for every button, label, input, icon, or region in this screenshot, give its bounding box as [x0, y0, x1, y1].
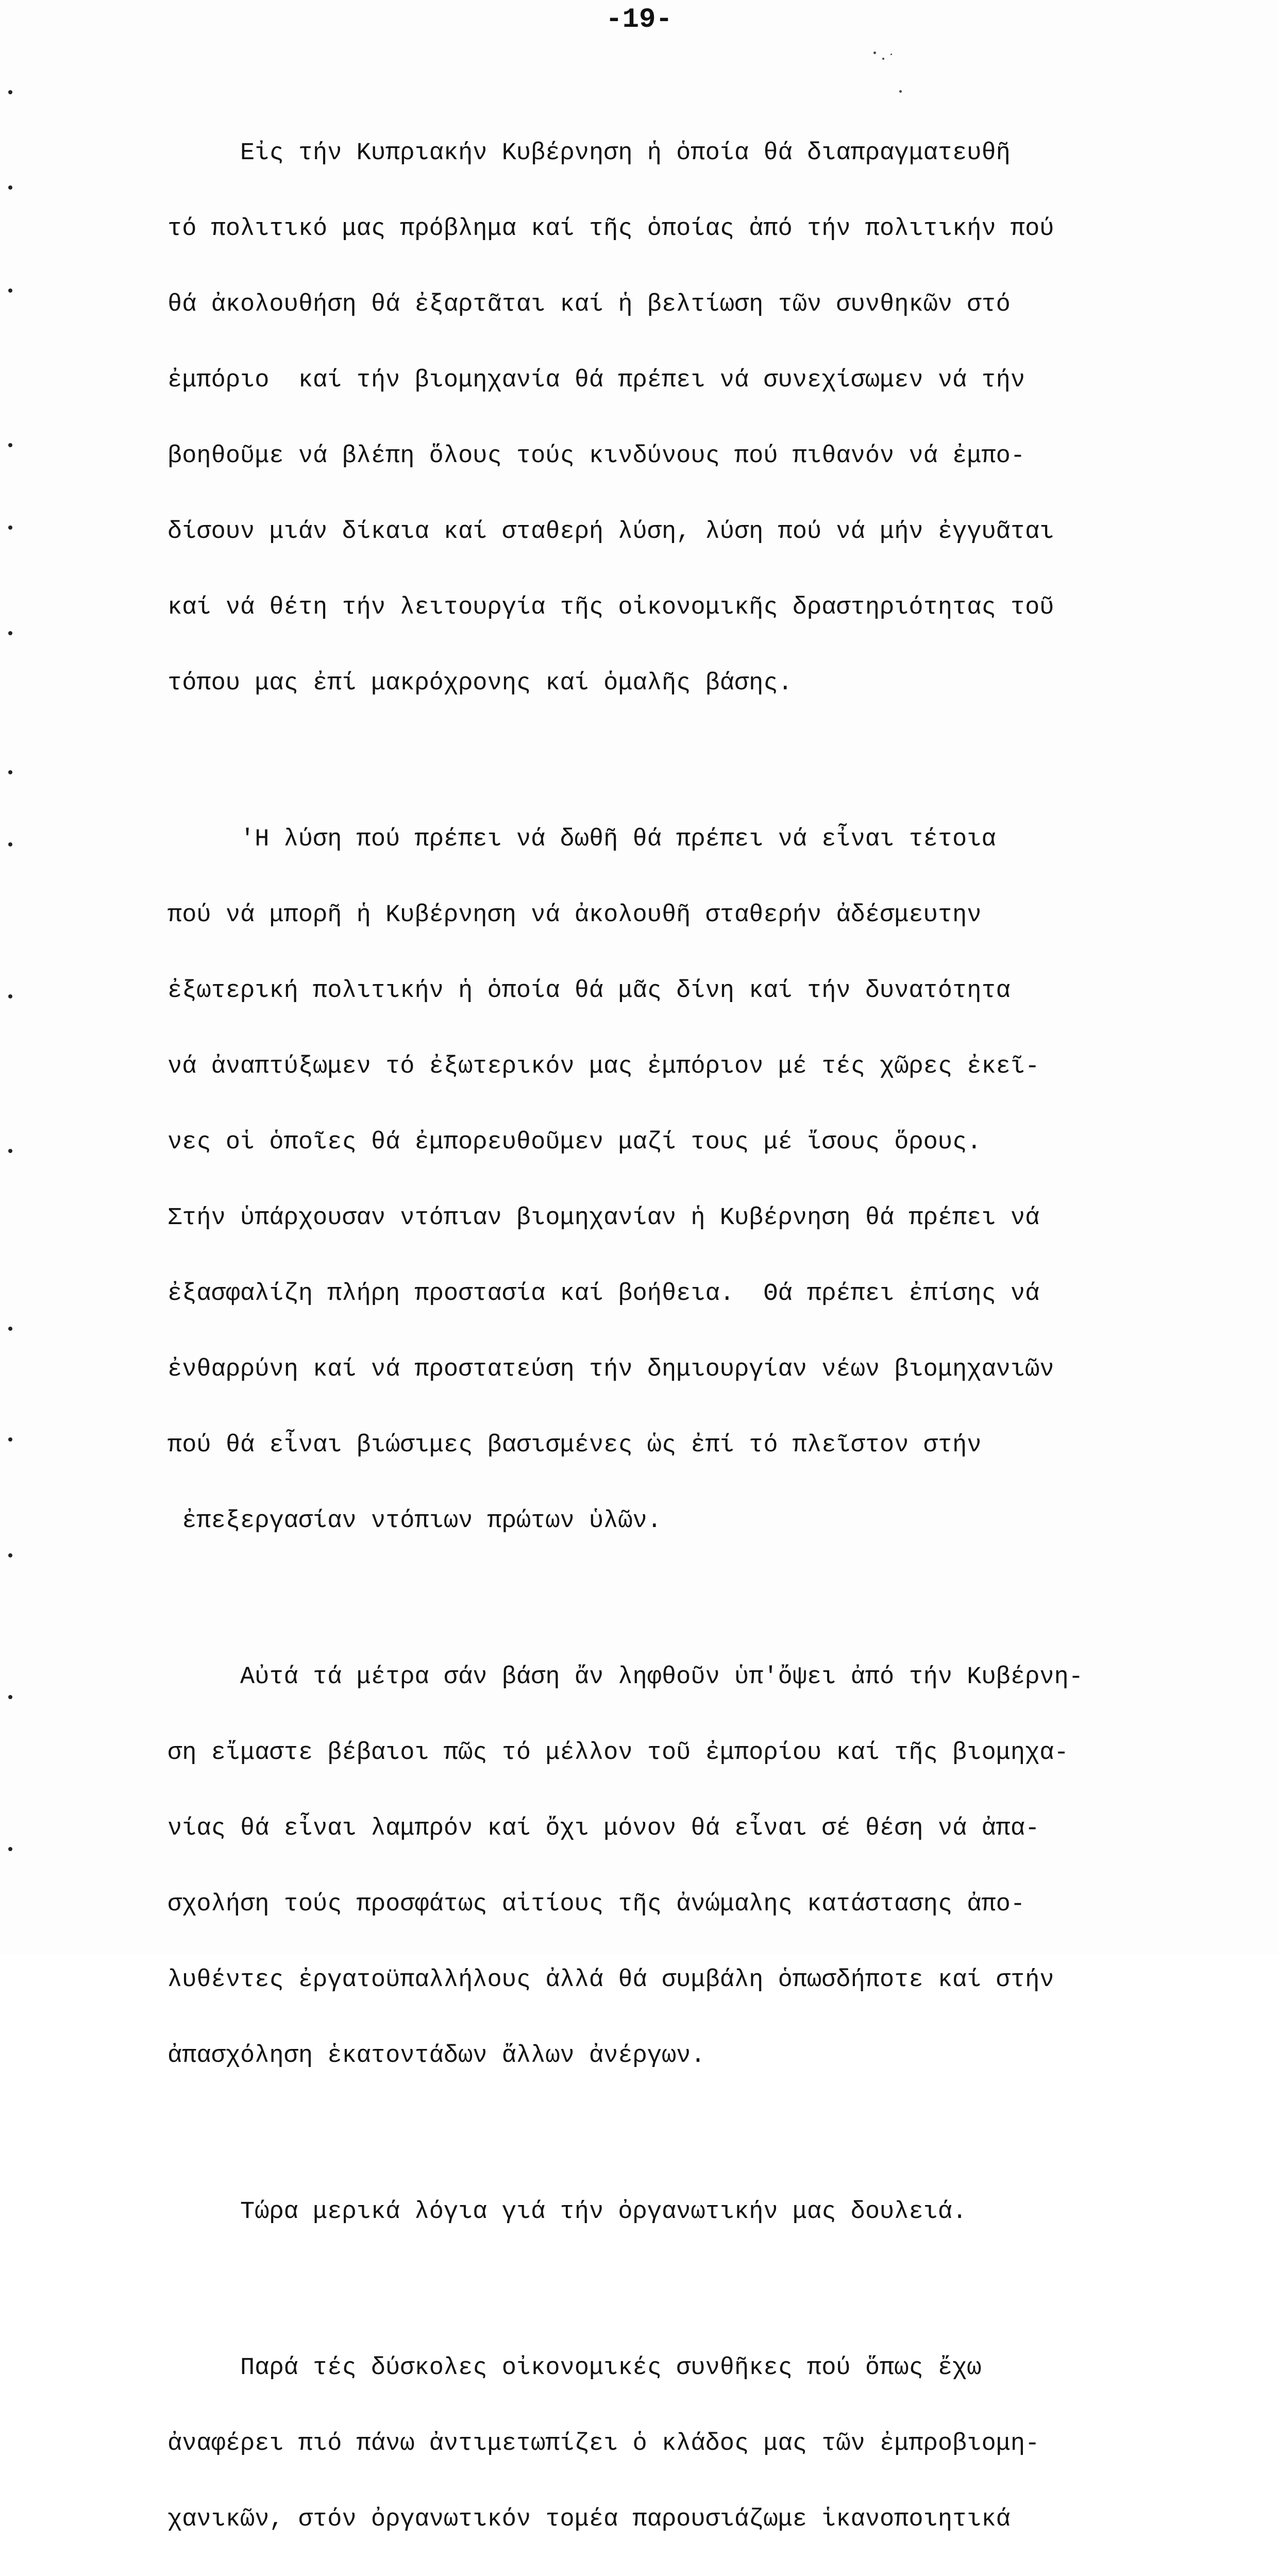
- page-number: -19-: [606, 4, 672, 36]
- text-line: ἐξωτερική πολιτικήν ἡ ὁποία θά μᾶς δίνη καί τήν δυνατότητα: [167, 977, 1011, 1005]
- margin-mark: [8, 185, 12, 190]
- scan-speck: [882, 58, 884, 60]
- text-line: νίας θά εἶναι λαμπρόν καί ὄχι μόνον θά εἶναι σέ θέση νά ἀπα-: [167, 1815, 1040, 1842]
- text-line: βοηθοῦμε νά βλέπη ὅλους τούς κινδύνους πού πιθανόν νά ἐμπο-: [167, 443, 1025, 470]
- paragraph-4: [167, 2149, 1178, 2275]
- text-line: νά ἀναπτύξωμεν τό ἐξωτερικόν μας ἐμπόριον μέ τές χῶρες ἐκεῖ-: [167, 1053, 1040, 1080]
- margin-mark: [8, 1437, 12, 1442]
- text-line: Παρά τές δύσκολες οἰκονομικές συνθῆκες πού ὅπως ἔχω: [167, 2354, 982, 2382]
- margin-mark: [8, 842, 12, 846]
- margin-mark: [8, 1847, 12, 1851]
- paragraph-1: [167, 90, 1178, 747]
- text-line: ἐξασφαλίζη πλήρη προστασία καί βοήθεια. Θά πρέπει ἐπίσης νά: [167, 1280, 1040, 1308]
- paragraph-2: [167, 776, 1178, 1584]
- margin-mark: [8, 1327, 12, 1331]
- text-line: τόπου μας ἐπί μακρόχρονης καί ὁμαλῆς βάσης.: [167, 670, 793, 697]
- margin-mark: [8, 631, 12, 635]
- text-line: Εἰς τήν Κυπριακήν Κυβέρνηση ἡ ὁποία θά διαπραγματευθῆ: [167, 140, 1011, 167]
- margin-mark: [8, 994, 12, 998]
- margin-mark: [8, 443, 12, 447]
- scan-speck: [873, 52, 876, 54]
- text-line: τό πολιτικό μας πρόβλημα καί τῆς ὁποίας ἀπό τήν πολιτικήν πού: [167, 215, 1054, 243]
- text-line: νες οἱ ὁποῖες θά ἐμπορευθοῦμεν μαζί τους μέ ἴσους ὅρους.: [167, 1129, 982, 1156]
- text-line: Αὐτά τά μέτρα σάν βάση ἄν ληφθοῦν ὑπ'ὄψει ἀπό τήν Κυβέρνη-: [167, 1664, 1083, 1691]
- margin-mark: [8, 1553, 12, 1557]
- text-line: χανικῶν, στόν ὀργανωτικόν τομέα παρουσιάζωμε ἱκανοποιητικά: [167, 2506, 1011, 2533]
- text-line: ἀπασχόληση ἑκατοντάδων ἄλλων ἀνέργων.: [167, 2042, 705, 2070]
- text-line: ση εἴμαστε βέβαιοι πῶς τό μέλλον τοῦ ἐμπορίου καί τῆς βιομηχα-: [167, 1739, 1069, 1767]
- text-line: ἐνθαρρύνη καί νά προστατεύση τήν δημιουργίαν νέων βιομηχανιῶν: [167, 1356, 1054, 1383]
- text-line: πού θά εἶναι βιώσιμες βασισμένες ὡς ἐπί τό πλεῖστον στήν: [167, 1432, 982, 1459]
- margin-mark: [8, 289, 12, 293]
- text-line: Στήν ὑπάρχουσαν ντόπιαν βιομηχανίαν ἡ Κυβέρνηση θά πρέπει νά: [167, 1205, 1040, 1232]
- margin-mark: [8, 1149, 12, 1153]
- text-line: 'Η λύση πού πρέπει νά δωθῆ θά πρέπει νά εἶναι τέτοια: [167, 826, 996, 853]
- paragraph-5: [167, 2305, 1178, 2576]
- text-line: ἀναφέρει πιό πάνω ἀντιμετωπίζει ὁ κλάδος μας τῶν ἐμπροβιομη-: [167, 2430, 1040, 2458]
- text-line: πού νά μπορῆ ἡ Κυβέρνηση νά ἀκολουθῆ σταθερήν ἀδέσμευτην: [167, 902, 982, 929]
- text-line: Τώρα μερικά λόγια γιά τήν ὀργανωτικήν μας δουλειά.: [167, 2198, 967, 2226]
- text-line: σχολήση τούς προσφάτως αἰτίους τῆς ἀνώμαλης κατάστασης ἀπο-: [167, 1891, 1025, 1918]
- letter-body: [167, 90, 1178, 2576]
- margin-mark: [8, 770, 12, 774]
- text-line: δίσουν μιάν δίκαια καί σταθερή λύση, λύση πού νά μήν ἐγγυᾶται: [167, 518, 1054, 546]
- margin-mark: [8, 1695, 12, 1699]
- paragraph-3: [167, 1614, 1178, 2119]
- margin-mark: [8, 90, 12, 94]
- text-line: ἐπεξεργασίαν ντόπιων πρώτων ὑλῶν.: [167, 1507, 662, 1535]
- text-line: θά ἀκολουθήση θά ἐξαρτᾶται καί ἡ βελτίωση τῶν συνθηκῶν στό: [167, 291, 1011, 318]
- scan-speck: [890, 54, 892, 55]
- text-line: λυθέντες ἐργατοϋπαλλήλους ἀλλά θά συμβάλη ὁπωσδήποτε καί στήν: [167, 1967, 1054, 1994]
- text-line: ἐμπόριο καί τήν βιομηχανία θά πρέπει νά συνεχίσωμεν νά τήν: [167, 367, 1025, 394]
- margin-mark: [8, 526, 12, 530]
- text-line: καί νά θέτη τήν λειτουργία τῆς οἰκονομικῆς δραστηριότητας τοῦ: [167, 594, 1054, 621]
